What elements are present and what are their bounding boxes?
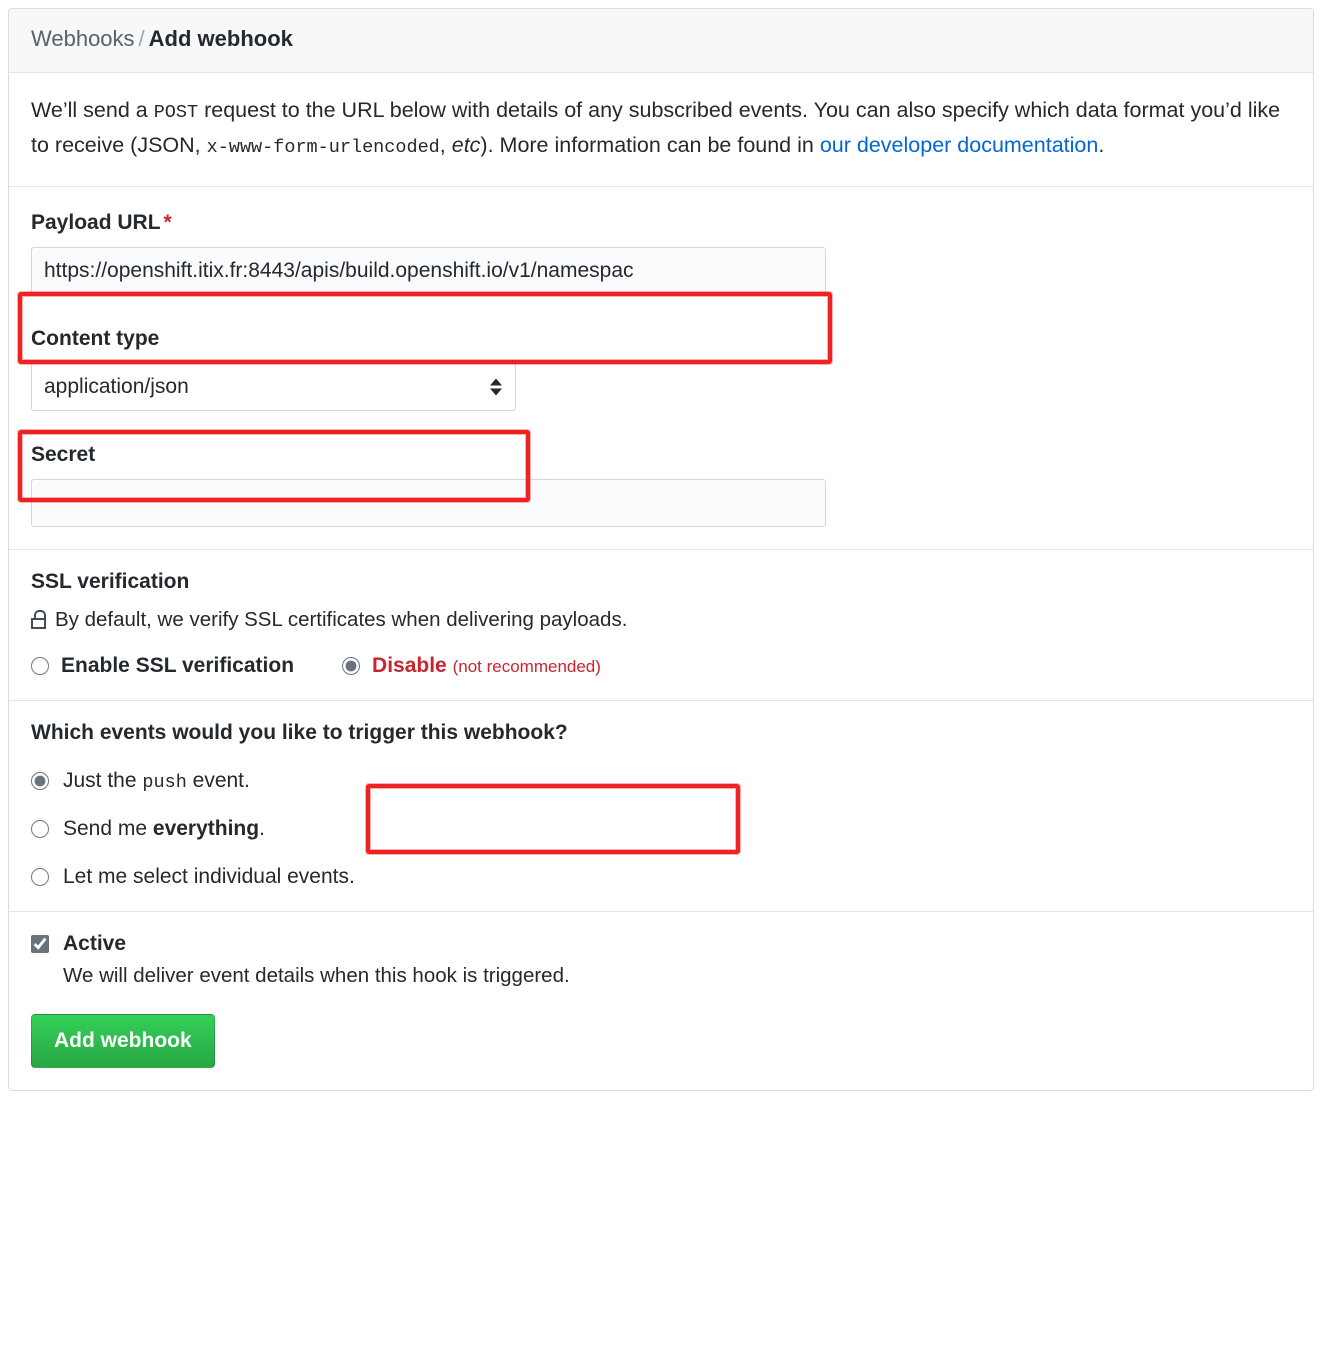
content-type-label: Content type: [31, 326, 160, 350]
developer-documentation-link[interactable]: our developer documentation: [819, 133, 1099, 158]
intro-text-3: ,: [439, 133, 452, 158]
ssl-note-text: By default, we verify SSL certificates when delivering payloads.: [55, 607, 628, 631]
active-checkbox[interactable]: [31, 935, 49, 953]
add-webhook-button[interactable]: Add webhook: [31, 1014, 215, 1068]
event-everything-radio[interactable]: [31, 820, 49, 838]
ssl-verification-section: [9, 550, 1313, 701]
payload-url-label: [31, 211, 1291, 235]
event-push-label: [63, 769, 250, 793]
ssl-section-title: SSL verification: [31, 569, 190, 593]
event-push-code: push: [142, 771, 187, 793]
ssl-disable-label: [372, 654, 601, 678]
intro-code-post: POST: [153, 101, 199, 123]
breadcrumb-separator: /: [138, 26, 145, 51]
intro-text-2: request to the URL below with details of any subscribed events. You can also specify which data format you’d like to receive (JSON,: [31, 97, 1281, 158]
url-config-section: [9, 187, 1313, 550]
ssl-disable-radio[interactable]: [342, 657, 360, 675]
event-push-radio[interactable]: [31, 772, 49, 790]
ssl-disable-note: (not recommended): [452, 656, 601, 676]
secret-input[interactable]: [31, 479, 826, 527]
intro-text-5: .: [1098, 133, 1105, 158]
event-option-everything[interactable]: [31, 817, 1291, 841]
ssl-note: [31, 608, 1291, 632]
content-type-select-wrap: [31, 363, 516, 411]
active-row[interactable]: [31, 932, 1291, 956]
secret-label: Secret: [31, 442, 96, 466]
payload-url-required-mark: *: [163, 210, 172, 234]
add-webhook-panel: [8, 8, 1314, 1091]
lock-icon: [31, 610, 47, 630]
breadcrumb-webhooks-link[interactable]: Webhooks: [31, 26, 135, 51]
content-type-select[interactable]: [31, 363, 516, 411]
event-push-suffix: event.: [186, 768, 250, 792]
ssl-disable-text: Disable: [372, 653, 447, 677]
event-individual-label: Let me select individual events.: [63, 864, 355, 888]
ssl-enable-label: Enable SSL verification: [61, 653, 295, 677]
breadcrumb: [9, 9, 1313, 73]
ssl-enable-option[interactable]: [31, 654, 342, 678]
event-option-push[interactable]: [31, 769, 1291, 793]
active-description: We will deliver event details when this hook is triggered.: [63, 963, 570, 987]
ssl-disable-option[interactable]: [342, 654, 601, 678]
intro-em-etc: etc: [451, 133, 481, 158]
payload-url-label-text: Payload URL: [31, 210, 161, 234]
events-section: [9, 701, 1313, 912]
event-push-prefix: Just the: [63, 768, 143, 792]
ssl-enable-radio[interactable]: [31, 657, 49, 675]
event-everything-label: [63, 817, 265, 841]
event-everything-bold: everything: [152, 816, 260, 840]
intro-code-form-urlencoded: x-www-form-urlencoded: [206, 137, 440, 159]
intro-text: [31, 93, 1291, 164]
event-everything-suffix: .: [259, 816, 265, 840]
intro-text-1: We’ll send a: [31, 97, 154, 122]
events-question: Which events would you like to trigger this webhook?: [31, 720, 568, 744]
active-label: Active: [63, 931, 127, 955]
active-submit-section: [9, 912, 1313, 1090]
ssl-options: [31, 654, 1291, 678]
event-everything-prefix: Send me: [63, 816, 153, 840]
intro-text-4: ). More information can be found in: [480, 133, 820, 158]
breadcrumb-current: Add webhook: [148, 26, 293, 51]
event-option-individual[interactable]: [31, 865, 1291, 889]
event-individual-radio[interactable]: [31, 868, 49, 886]
payload-url-input[interactable]: [31, 247, 826, 295]
intro-section: [9, 73, 1313, 187]
